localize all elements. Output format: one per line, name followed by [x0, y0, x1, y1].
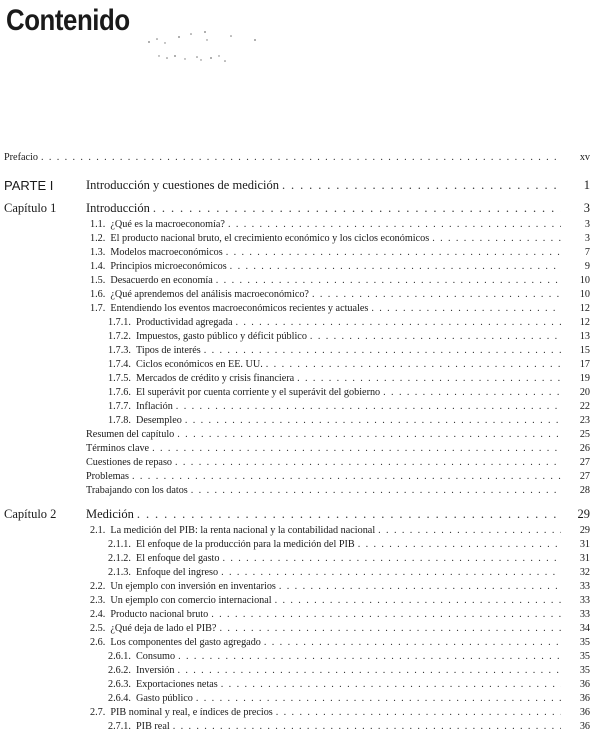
- page-number: 31: [579, 539, 590, 550]
- page-number: 27: [579, 457, 590, 468]
- page-number: 36: [579, 707, 590, 718]
- page-number: 20: [579, 387, 590, 398]
- dot-leader: [432, 233, 561, 244]
- toc-entry: [0, 471, 600, 482]
- page-number: 34: [579, 623, 590, 634]
- toc-entry: [0, 429, 600, 440]
- toc-entry: [0, 201, 600, 216]
- toc-entry-text: 2.5. ¿Qué deja de lado el PIB?: [90, 623, 217, 634]
- page-number: 28: [579, 485, 590, 496]
- dot-leader: [275, 595, 561, 606]
- toc-entry-text: 2.4. Producto nacional bruto: [90, 609, 209, 620]
- page-number: 9: [584, 261, 590, 272]
- toc-entry-text: 1.7.7. Inflación: [108, 401, 173, 412]
- toc-entry: [0, 595, 600, 606]
- dot-leader: [222, 553, 561, 564]
- dot-leader: [310, 331, 561, 342]
- toc-entry-text: Términos clave: [86, 443, 150, 454]
- dot-leader: [230, 261, 561, 272]
- toc-entry-text: 2.6. Los componentes del gasto agregado: [90, 637, 261, 648]
- dot-leader: [297, 373, 561, 384]
- toc-entry-text: 1.7.4. Ciclos económicos en EE. UU.: [108, 359, 263, 370]
- page-number: 31: [579, 553, 590, 564]
- toc-entry-text: 1.1. ¿Qué es la macroeconomía?: [90, 219, 225, 230]
- page-number: xv: [579, 152, 590, 163]
- toc-entry: [0, 693, 600, 704]
- dot-leader: [383, 387, 561, 398]
- toc-entry: [0, 507, 600, 522]
- dot-leader: [178, 665, 562, 676]
- toc-entry: [0, 539, 600, 550]
- page-number: 27: [579, 471, 590, 482]
- toc-entry: [0, 637, 600, 648]
- toc-entry-text: 2.6.1. Consumo: [108, 651, 176, 662]
- page-number: 29: [577, 507, 590, 521]
- toc-entry-text: Resumen del capítulo: [86, 429, 175, 440]
- page-number: 22: [579, 401, 590, 412]
- chapter-label: Capítulo 1: [4, 201, 57, 215]
- toc-entry: [0, 525, 600, 536]
- toc-entry: [0, 387, 600, 398]
- toc-entry-text: 1.3. Modelos macroeconómicos: [90, 247, 223, 258]
- part-label: PARTE I: [4, 178, 54, 193]
- dot-leader: [266, 359, 561, 370]
- page-number: 36: [579, 693, 590, 704]
- dot-leader: [219, 623, 561, 634]
- toc-entry: [0, 331, 600, 342]
- page-number: 12: [579, 317, 590, 328]
- toc-entry-text: 2.6.4. Gasto público: [108, 693, 193, 704]
- dot-leader: [371, 303, 561, 314]
- toc-entry-text: 1.7.8. Desempleo: [108, 415, 182, 426]
- toc-entry: [0, 152, 600, 163]
- toc-entry: [0, 345, 600, 356]
- page-number: 10: [579, 289, 590, 300]
- dot-leader: [132, 471, 561, 482]
- toc-entry-text: 1.4. Principios microeconómicos: [90, 261, 227, 272]
- toc-entry-text: 2.7. PIB nominal y real, e índices de precios: [90, 707, 273, 718]
- toc-entry-text: 1.7.6. El superávit por cuenta corriente y el superávit del gobierno: [108, 387, 381, 398]
- toc-entry-text: 1.7.3. Tipos de interés: [108, 345, 201, 356]
- toc-entry: [0, 665, 600, 676]
- toc-entry: [0, 373, 600, 384]
- toc-entry: [0, 178, 600, 193]
- toc-entry-text: 1.7.5. Mercados de crédito y crisis financiera: [108, 373, 295, 384]
- dot-leader: [279, 581, 561, 592]
- toc-entry: [0, 443, 600, 454]
- dot-leader: [41, 152, 561, 163]
- page-number: 33: [579, 609, 590, 620]
- page-title: Contenido: [6, 4, 130, 37]
- toc-entry: [0, 457, 600, 468]
- dot-leader: [264, 637, 561, 648]
- toc-entry: [0, 623, 600, 634]
- dot-leader: [173, 721, 561, 732]
- toc-entry: [0, 415, 600, 426]
- toc-entry-text: 2.2. Un ejemplo con inversión en inventarios: [90, 581, 276, 592]
- toc-entry-text: 1.7. Entendiendo los eventos macroeconómicos recientes y actuales: [90, 303, 369, 314]
- toc-entry-text: 1.7.2. Impuestos, gasto público y déficit público: [108, 331, 307, 342]
- page-number: 3: [583, 201, 590, 215]
- page-number: 29: [579, 525, 590, 536]
- toc-entry: [0, 275, 600, 286]
- page-number: 12: [579, 303, 590, 314]
- toc-entry-text: Introducción: [86, 201, 150, 215]
- dot-leader: [185, 415, 561, 426]
- toc-entry: [0, 651, 600, 662]
- dot-leader: [312, 289, 561, 300]
- toc-entry: [0, 707, 600, 718]
- toc-entry-text: 2.7.1. PIB real: [108, 721, 170, 732]
- toc-entry-text: 2.1. La medición del PIB: la renta nacional y la contabilidad nacional: [90, 525, 376, 536]
- dot-leader: [221, 679, 561, 690]
- toc-entry-text: 2.6.2. Inversión: [108, 665, 175, 676]
- toc-entry: [0, 359, 600, 370]
- toc-entry: [0, 289, 600, 300]
- dot-leader: [204, 345, 561, 356]
- dot-leader: [176, 401, 561, 412]
- scan-noise: [145, 20, 275, 70]
- page-number: 15: [579, 345, 590, 356]
- chapter-label: Capítulo 2: [4, 507, 57, 521]
- dot-leader: [175, 457, 561, 468]
- dot-leader: [211, 609, 561, 620]
- page-number: 7: [584, 247, 590, 258]
- toc-entry-text: Medición: [86, 507, 134, 521]
- dot-leader: [196, 693, 561, 704]
- toc-entry: [0, 679, 600, 690]
- toc-entry: [0, 219, 600, 230]
- page-number: 35: [579, 637, 590, 648]
- dot-leader: [276, 707, 561, 718]
- toc-entry: [0, 721, 600, 732]
- toc-entry-text: Cuestiones de repaso: [86, 457, 173, 468]
- page-number: 13: [579, 331, 590, 342]
- page-number: 36: [579, 721, 590, 732]
- toc-entry: [0, 303, 600, 314]
- dot-leader: [216, 275, 561, 286]
- dot-leader: [226, 247, 561, 258]
- page-number: 1: [583, 178, 590, 192]
- toc-entry-text: Trabajando con los datos: [86, 485, 188, 496]
- dot-leader: [282, 178, 561, 193]
- page-number: 26: [579, 443, 590, 454]
- dot-leader: [235, 317, 561, 328]
- page-number: 19: [579, 373, 590, 384]
- dot-leader: [178, 651, 561, 662]
- toc-entry: [0, 553, 600, 564]
- page-number: 3: [584, 219, 590, 230]
- toc-entry-text: 2.1.3. Enfoque del ingreso: [108, 567, 219, 578]
- dot-leader: [153, 201, 561, 216]
- toc-entry-text: 2.3. Un ejemplo con comercio internacional: [90, 595, 272, 606]
- toc-entry: [0, 401, 600, 412]
- page-number: 23: [579, 415, 590, 426]
- page-number: 36: [579, 679, 590, 690]
- toc-entry: [0, 485, 600, 496]
- toc-entry-text: 2.1.2. El enfoque del gasto: [108, 553, 220, 564]
- toc-entry-text: Introducción y cuestiones de medición: [86, 178, 279, 192]
- page-number: 33: [579, 595, 590, 606]
- dot-leader: [177, 429, 561, 440]
- toc-entry: [0, 609, 600, 620]
- toc-entry: [0, 247, 600, 258]
- page-number: 32: [579, 567, 590, 578]
- toc-entry-text: Problemas: [86, 471, 130, 482]
- dot-leader: [378, 525, 561, 536]
- page-number: 35: [579, 651, 590, 662]
- toc-entry-text: 1.2. El producto nacional bruto, el crecimiento económico y los ciclos económicos: [90, 233, 430, 244]
- dot-leader: [191, 485, 561, 496]
- toc-entry-text: 2.1.1. El enfoque de la producción para la medición del PIB: [108, 539, 355, 550]
- dot-leader: [228, 219, 561, 230]
- page-number: 33: [579, 581, 590, 592]
- dot-leader: [137, 507, 561, 522]
- page-number: 17: [579, 359, 590, 370]
- page-number: 3: [584, 233, 590, 244]
- page-number: 10: [579, 275, 590, 286]
- page-number: 25: [579, 429, 590, 440]
- toc-entry: [0, 233, 600, 244]
- dot-leader: [221, 567, 561, 578]
- dot-leader: [152, 443, 561, 454]
- page-number: 35: [579, 665, 590, 676]
- toc-entry-text: 2.6.3. Exportaciones netas: [108, 679, 218, 690]
- toc-entry: [0, 567, 600, 578]
- toc-entry-text: 1.6. ¿Qué aprendemos del análisis macroeconómico?: [90, 289, 309, 300]
- toc-entry: [0, 317, 600, 328]
- toc-entry-text: 1.5. Desacuerdo en economía: [90, 275, 213, 286]
- dot-leader: [358, 539, 561, 550]
- toc-entry-text: 1.7.1. Productividad agregada: [108, 317, 233, 328]
- toc-entry-text: Prefacio: [4, 152, 38, 163]
- toc-entry: [0, 581, 600, 592]
- toc-entry: [0, 261, 600, 272]
